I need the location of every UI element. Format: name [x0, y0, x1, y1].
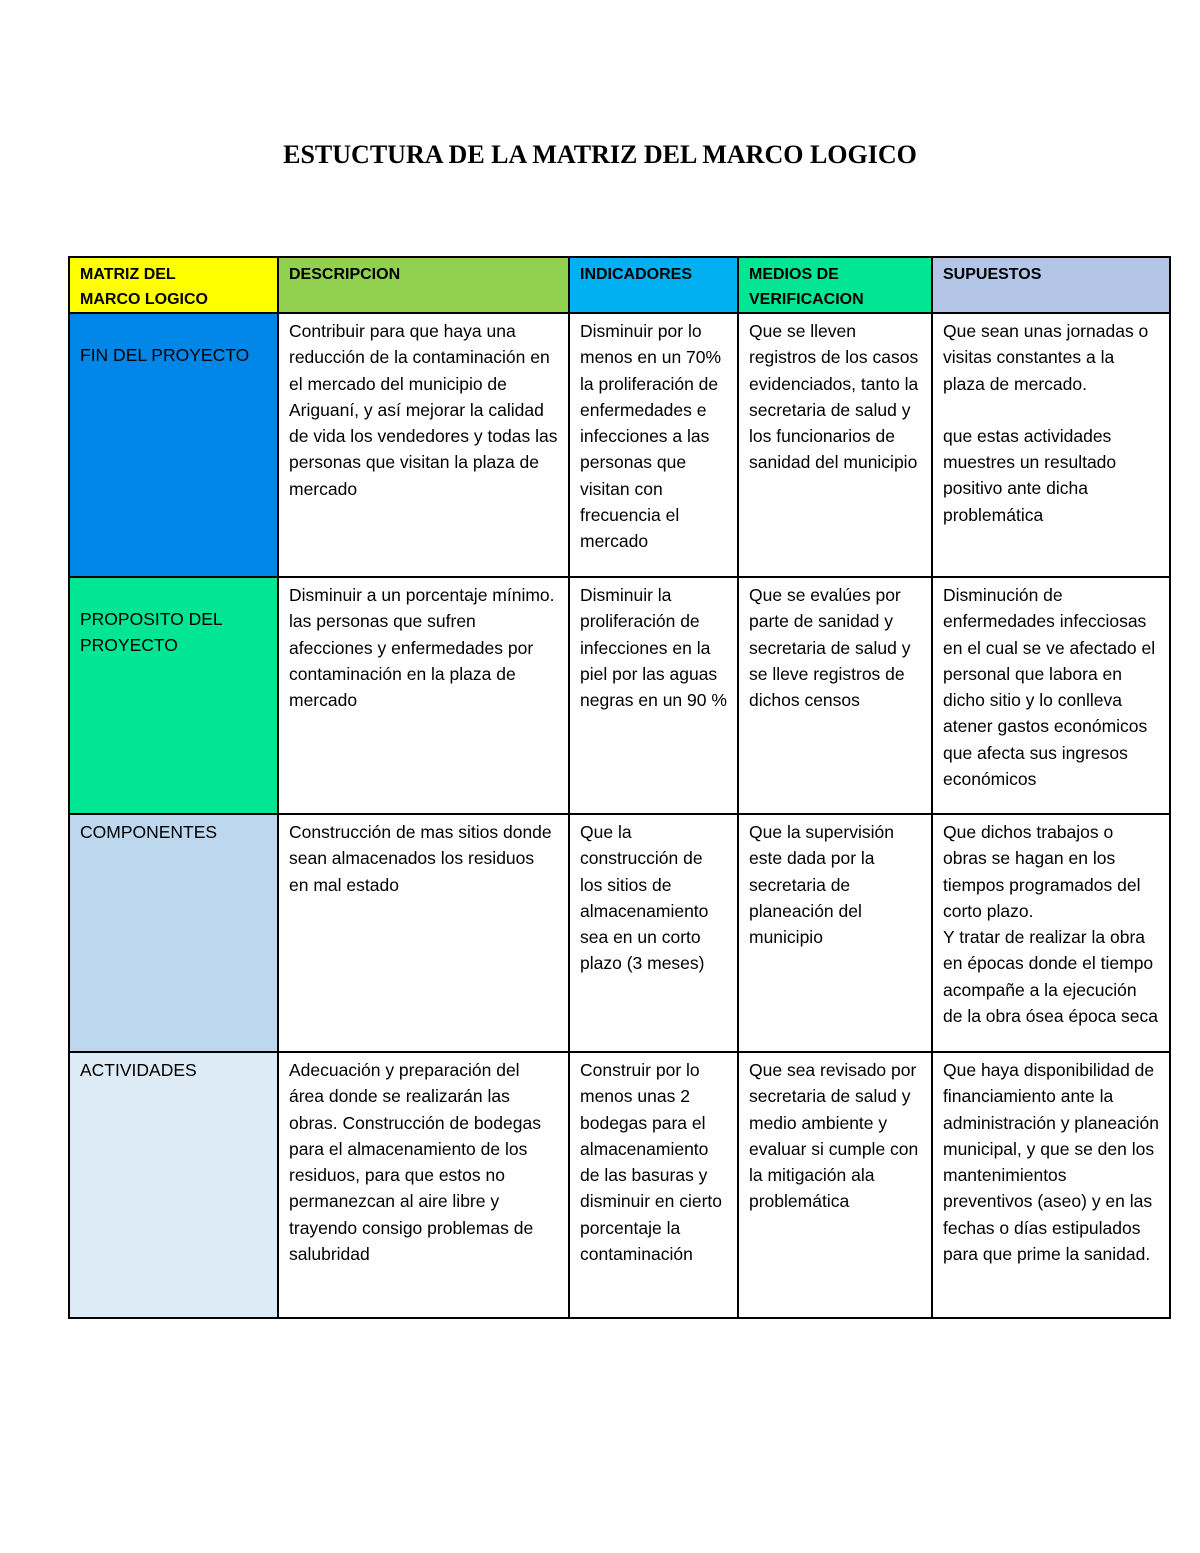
cell-descripcion: Disminuir a un porcentaje mínimo. las personas que sufren afecciones y enfermedades por contaminación en la plaza de mercado [278, 577, 569, 814]
cell-indicadores: Disminuir por lo menos en un 70% la proliferación de enfermedades e infecciones a las personas que visitan con frecuencia el mercado [569, 313, 738, 577]
cell-descripcion: Construcción de mas sitios donde sean almacenados los residuos en mal estado [278, 814, 569, 1052]
header-row [69, 257, 1170, 313]
header-matriz [69, 257, 278, 313]
table-row [69, 577, 1170, 814]
table-row [69, 313, 1170, 577]
supuestos-paragraph: que estas actividades muestres un resultado positivo ante dicha problemática [943, 425, 1117, 525]
header-supuestos: SUPUESTOS [932, 257, 1170, 313]
cell-supuestos: Disminución de enfermedades infecciosas en el cual se ve afectado el personal que labora en dicho sitio y lo conlleva atener gastos económicos que afecta sus ingresos económicos [932, 577, 1170, 814]
header-matriz-line1: MATRIZ DEL [80, 266, 176, 283]
cell-medios: Que se evalúes por parte de sanidad y secretaria de salud y se lleve registros de dichos censos [738, 577, 932, 814]
row-label-proposito-line2: PROYECTO [80, 635, 178, 656]
row-label-actividades: ACTIVIDADES [69, 1052, 278, 1318]
cell-descripcion: Contribuir para que haya una reducción de la contaminación en el mercado del municipio de Ariguaní, y así mejorar la calidad de vida los vendedores y todas las personas que visitan la plaza de mercado [278, 313, 569, 577]
cell-medios: Que sea revisado por secretaria de salud y medio ambiente y evaluar si cumple con la mitigación ala problemática [738, 1052, 932, 1318]
row-label-componentes: COMPONENTES [69, 814, 278, 1052]
header-matriz-line2: MARCO LOGICO [80, 291, 208, 308]
supuestos-paragraph: Que dichos trabajos o obras se hagan en los tiempos programados del corto plazo. [943, 822, 1141, 921]
cell-supuestos: Que haya disponibilidad de financiamiento ante la administración y planeación municipal, y que se den los mantenimientos preventivos (aseo) y en las fechas o días estipulados para que prime la sanidad. [932, 1052, 1170, 1318]
row-label-fin: FIN DEL PROYECTO [69, 313, 278, 577]
row-label-proposito [69, 577, 278, 814]
cell-medios: Que se lleven registros de los casos evidenciados, tanto la secretaria de salud y los funcionarios de sanidad del municipio [738, 313, 932, 577]
header-medios-line2: VERIFICACION [749, 291, 864, 308]
header-medios [738, 257, 932, 313]
cell-medios: Que la supervisión este dada por la secretaria de planeación del municipio [738, 814, 932, 1052]
document-title: ESTUCTURA DE LA MATRIZ DEL MARCO LOGICO [283, 140, 917, 169]
cell-supuestos [932, 814, 1170, 1052]
row-label-proposito-line1: PROPOSITO DEL [80, 609, 223, 629]
cell-indicadores: Construir por lo menos unas 2 bodegas para el almacenamiento de las basuras y disminuir en cierto porcentaje la contaminación [569, 1052, 738, 1318]
header-descripcion: DESCRIPCION [278, 257, 569, 313]
supuestos-paragraph: Y tratar de realizar la obra en épocas donde el tiempo acompañe a la ejecución de la obra ósea época seca [943, 927, 1159, 1027]
cell-descripcion: Adecuación y preparación del área donde se realizarán las obras. Construcción de bodegas para el almacenamiento de los residuos, para que estos no permanezcan al aire libre y trayendo consigo problemas de salubridad [278, 1052, 569, 1318]
header-indicadores: INDICADORES [569, 257, 738, 313]
table-row [69, 1052, 1170, 1318]
supuestos-paragraph: Que sean unas jornadas o visitas constantes a la plaza de mercado. [943, 321, 1149, 394]
header-medios-line1: MEDIOS DE [749, 266, 839, 283]
cell-indicadores: Disminuir la proliferación de infecciones en la piel por las aguas negras en un 90 % [569, 577, 738, 814]
table-row [69, 814, 1170, 1052]
cell-indicadores: Que la construcción de los sitios de almacenamiento sea en un corto plazo (3 meses) [569, 814, 738, 1052]
logical-framework-matrix [68, 256, 1171, 1319]
cell-supuestos [932, 313, 1170, 577]
